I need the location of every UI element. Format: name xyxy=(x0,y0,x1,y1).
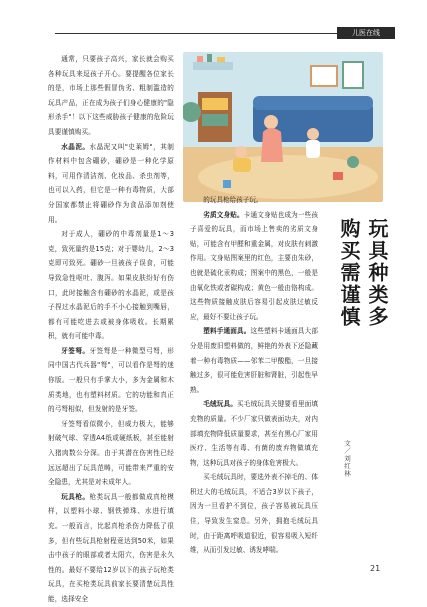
title-line-1: 玩具种类多 xyxy=(365,218,389,328)
paragraph-lead: 毛绒玩具。 xyxy=(203,400,238,409)
family-illustration xyxy=(183,52,383,202)
article-title xyxy=(338,218,388,458)
section-tag: 儿医在线 xyxy=(337,27,395,39)
header-rule xyxy=(55,33,337,34)
paragraph xyxy=(190,208,318,325)
paragraph xyxy=(190,193,318,208)
paragraph-text: 牙签弩是一种微型弓弩，形同中国古代兵器"弩"，可以看作是弩的迷你版。一般只有手掌大小，多为金属和木质类地，也有塑料材质。它的功能和真正的弓弩相似，但发射的是牙签。 xyxy=(48,346,174,414)
paragraph xyxy=(48,417,174,490)
middle-column xyxy=(190,193,318,558)
paragraph-text: 牙签弩看似微小，但威力极大，能够射破气球、穿透A4纸或硬纸板，甚至能射入猪肉数公分深。由于其潜在伤害性已经远远超出了玩具范畴，可能带来严重的安全隐患，尤其是对未成年人。 xyxy=(48,419,174,487)
paragraph-text: 买毛绒玩具关键要看里面填充物的质量。不少厂家只做表面功夫，对内部填充物降低质量要求，甚至有黑心厂家用医疗、生活等有毒、有菌的废弃物做填充物，这种玩具对孩子的身体危害极大。 xyxy=(190,400,319,467)
paragraph-lead: 牙签弩。 xyxy=(61,346,90,355)
author-byline: 文／刘红林 xyxy=(343,440,351,478)
paragraph-text: 买毛绒玩具时，要选外表不掉毛的、体积过大的毛绒玩具，不适合3岁以下孩子，因为一旦看护不到位，孩子容易被玩具压住，导致发生窒息。另外，拥抱毛绒玩具时，由于距离呼吸道很近，很容易吸入短纤维，从而引发过敏、诱发哮喘。 xyxy=(190,473,318,555)
paragraph-lead: 玩具枪。 xyxy=(61,492,90,501)
paragraph-lead: 劣质文身贴。 xyxy=(203,210,244,219)
paragraph-text: 枪类玩具一般都做成真枪模样，以塑料小球、钢铁弹珠、水进行填充。一般而言，比起真枪杀伤力降低了很多，但有些玩具枪射程竟达到50米，如果击中孩子的眼部或者太阳穴，伤害是永久性的。最好不要给12岁以下的孩子玩枪类玩具，在买枪类玩具前家长要清楚玩具性能，选择安全 xyxy=(48,492,174,603)
paragraph xyxy=(190,397,318,470)
paragraph-text: 水晶泥又叫"史莱姆"，其制作材料中包含硼砂，硼砂是一种化学原料，可用作清洁剂、化妆品、杀虫剂等，也可以入药，但它是一种有毒物质，大部分国家都禁止将硼砂作为食品添加剂使用。 xyxy=(48,142,174,224)
paragraph-lead: 水晶泥。 xyxy=(61,142,90,151)
paragraph xyxy=(190,470,318,558)
paragraph-lead: 塑料手通面具。 xyxy=(203,327,251,336)
left-column xyxy=(48,52,174,607)
paragraph xyxy=(48,490,174,607)
paragraph-text: 通常，只要孩子高兴，家长就会购买各种玩具来逗孩子开心。要提醒各位家长的是，市场上那些假冒伪劣、粗制滥造的玩具产品，正在成为孩子们身心健康的"隐形杀手"！以下这些威胁孩子健康的危险玩具要谨慎购买。 xyxy=(48,55,174,136)
paragraph-text: 卡通文身贴也成为一些孩子喜爱的玩具，而市场上售卖的劣质文身贴，可能含有甲醛和重金属，对皮肤有刺激作用。文身贴图案里的红色，主要由朱砂，也就是硫化汞构成；图案中的黑色，一般是由氧化铁或者碳构成；黄色一般由铬构成。这些物质接触皮肤后容易引起皮肤过敏反应，最好不要让孩子玩。 xyxy=(190,210,319,321)
top-bar xyxy=(55,27,395,39)
paragraph xyxy=(190,324,318,397)
paragraph xyxy=(48,227,174,344)
family-playing-illustration xyxy=(183,52,383,202)
paragraph-text: 这些塑料卡通面具大部分是用废旧塑料做的，鲜艳的外表下还隐藏着一种有毒物质——邻苯二甲酸酯，一旦接触过多，很可能危害肝脏和肾脏，引起性早熟。 xyxy=(190,327,319,394)
paragraph xyxy=(48,140,174,228)
page-number: 21 xyxy=(370,564,381,573)
paragraph xyxy=(48,344,174,417)
paragraph-text: 对于成人，硼砂的中毒剂量是1～3克，致死量约是15克；对于婴幼儿，2～3克即可致死。硼砂一旦被孩子误食，可能导致急性呕吐、腹泻。如果皮肤纷好有伤口，此时接触含有硼砂的水晶泥，或是孩子捏过水晶泥后的手不小心接触到嘴唇，都有可能吃进去或被身体吸收。长期累积，就有可能中毒。 xyxy=(48,230,174,341)
paragraph xyxy=(48,52,174,140)
paragraph-text: 的玩具枪给孩子玩。 xyxy=(203,196,263,204)
title-line-2: 购买需谨慎 xyxy=(337,218,361,328)
